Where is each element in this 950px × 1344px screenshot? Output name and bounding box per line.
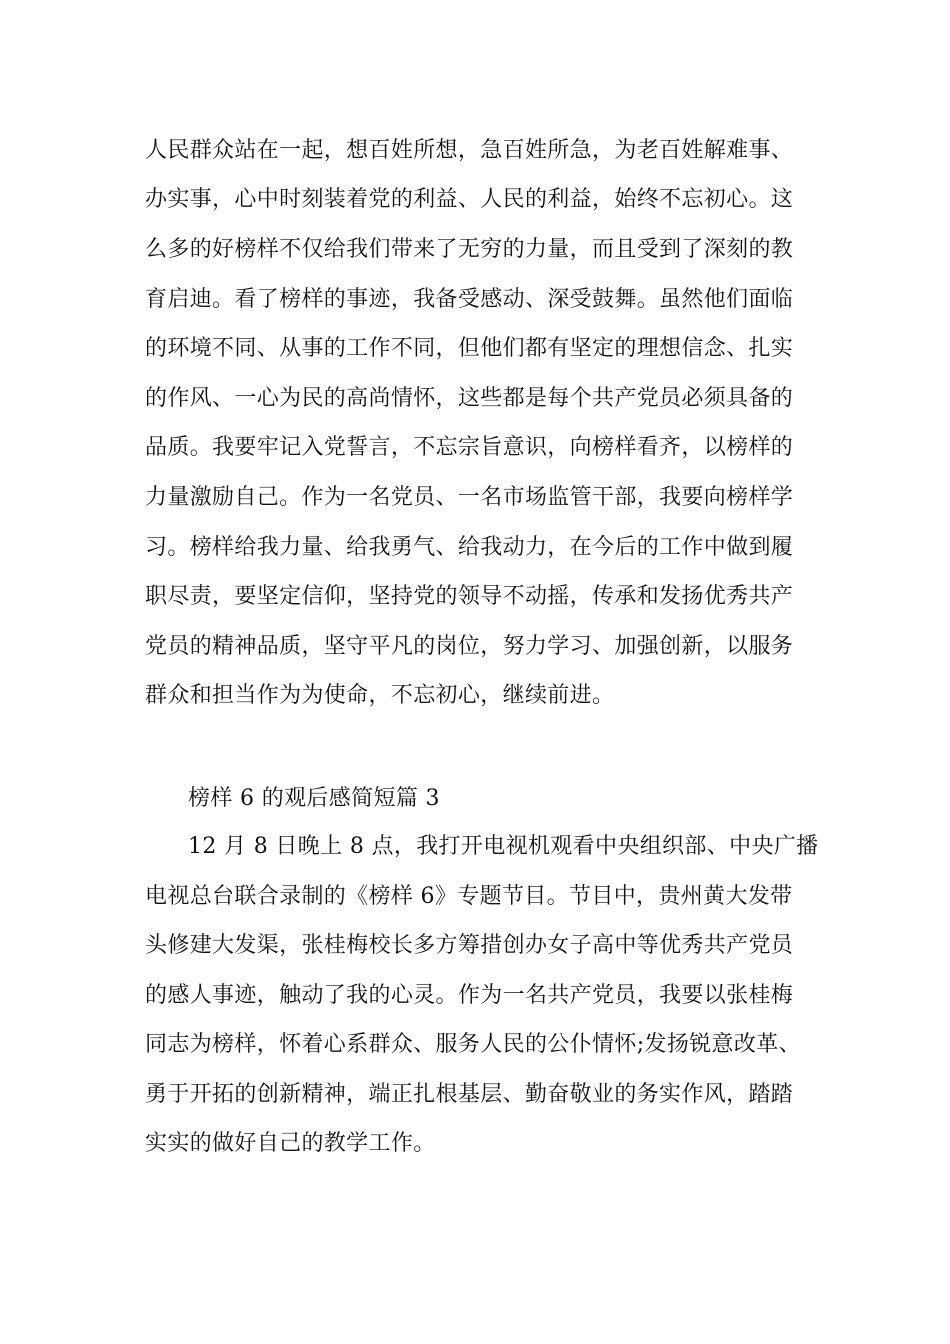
paragraph-line: 人民群众站在一起，想百姓所想，急百姓所急，为老百姓解难事、	[145, 138, 794, 163]
paragraph-line: 习。榜样给我力量、给我勇气、给我动力，在今后的工作中做到履	[145, 535, 794, 560]
paragraph-line: 办实事，心中时刻装着党的利益、人民的利益，始终不忘初心。这	[145, 187, 794, 212]
paragraph-line: 力量激励自己。作为一名党员、一名市场监管干部，我要向榜样学	[145, 485, 794, 510]
paragraph-line: 电视总台联合录制的《榜样 6》专题节目。节目中，贵州黄大发带	[145, 884, 793, 909]
paragraph-line: 职尽责，要坚定信仰，坚持党的领导不动摇，传承和发扬优秀共产	[145, 584, 794, 609]
paragraph-line: 同志为榜样，怀着心系群众、服务人民的公仆情怀;发扬锐意改革、	[145, 1032, 801, 1057]
section-heading: 榜样 6 的观后感简短篇 3	[188, 786, 440, 811]
paragraph-line: 的作风、一心为民的高尚情怀，这些都是每个共产党员必须具备的	[145, 386, 794, 411]
paragraph-line: 12 月 8 日晚上 8 点，我打开电视机观看中央组织部、中央广播	[188, 834, 819, 859]
paragraph-line: 的环境不同、从事的工作不同，但他们都有坚定的理想信念、扎实	[145, 336, 794, 361]
paragraph-line: 实实的做好自己的教学工作。	[145, 1131, 436, 1156]
paragraph-line: 育启迪。看了榜样的事迹，我备受感动、深受鼓舞。虽然他们面临	[145, 287, 794, 312]
paragraph-line: 党员的精神品质，坚守平凡的岗位，努力学习、加强创新，以服务	[145, 634, 794, 659]
paragraph-line: 群众和担当作为为使命，不忘初心，继续前进。	[145, 683, 615, 708]
paragraph-line: 么多的好榜样不仅给我们带来了无穷的力量，而且受到了深刻的教	[145, 237, 794, 262]
paragraph-line: 勇于开拓的创新精神，端正扎根基层、勤奋敬业的务实作风，踏踏	[145, 1082, 794, 1107]
paragraph-line: 头修建大发渠，张桂梅校长多方筹措创办女子高中等优秀共产党员	[145, 933, 794, 958]
paragraph-line: 的感人事迹，触动了我的心灵。作为一名共产党员，我要以张桂梅	[145, 983, 794, 1008]
paragraph-line: 品质。我要牢记入党誓言，不忘宗旨意识，向榜样看齐，以榜样的	[145, 435, 794, 460]
